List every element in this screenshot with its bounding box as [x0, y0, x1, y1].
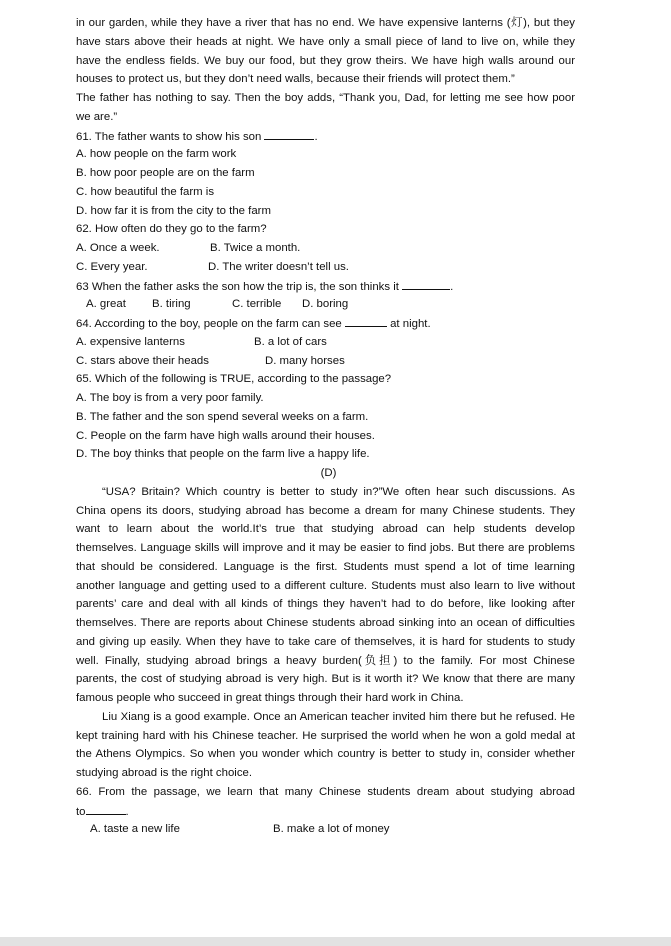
option-c: C. stars above their heads	[76, 354, 209, 367]
question-63	[76, 277, 575, 296]
option-a: A. taste a new life	[90, 823, 180, 836]
option-b: B. how poor people are on the farm	[76, 167, 255, 179]
answer-blank	[264, 127, 314, 140]
question-65: 65. Which of the following is TRUE, according to the passage?	[76, 373, 392, 386]
answer-blank	[86, 802, 126, 815]
option-a: A. The boy is from a very poor family.	[76, 392, 264, 404]
passage-line: another language and getting used to a different culture. Students must also learn to live without	[76, 579, 575, 592]
answer-blank	[345, 314, 387, 327]
passage-line: in our garden, while they have a river that has no end. We have expensive lanterns (灯), but they	[76, 17, 575, 29]
option-d: D. The boy thinks that people on the farm live a happy life.	[76, 448, 370, 461]
passage-line: China opens its doors, studying abroad has become a dream for many Chinese students. They	[76, 504, 575, 517]
passage-line: we are.”	[76, 110, 118, 123]
question-stem: 61. The father wants to show his son	[76, 130, 262, 143]
section-heading: (D)	[320, 467, 337, 479]
option-c: C. how beautiful the farm is	[76, 185, 215, 198]
option-b: B. The father and the son spend several weeks on a farm.	[76, 410, 369, 423]
passage-line: themselves. There are reports about Chinese students abroad sinking into an ocean of difficulties	[76, 617, 575, 629]
option-d: D. many horses	[265, 354, 345, 367]
question-end: at night.	[390, 318, 431, 330]
passage-line: and giving up easily. When they have to take care of themselves, it is hard for students to study	[76, 635, 575, 648]
passage-line: themselves. Language skills will improve and it may be easier to find jobs. But there are problems	[76, 542, 575, 554]
passage-line: have the endless fields. We buy our food, but they grow theirs. We have high walls around our	[76, 54, 575, 67]
page-text	[76, 14, 575, 839]
passage-line: well. Finally, studying abroad brings a heavy burden(负担) to the family. For most Chinese	[76, 654, 575, 667]
passage-line: studying abroad is the right choice.	[76, 767, 253, 779]
passage-line: famous people who succeed in great things through their hard work in China.	[76, 692, 464, 704]
option-d: D. how far it is from the city to the farm	[76, 204, 271, 217]
passage-line: The father has nothing to say. Then the boy adds, “Thank you, Dad, for letting me see how poor	[76, 92, 575, 104]
option-c: C. terrible	[232, 298, 282, 311]
question-66: 66. From the passage, we learn that many Chinese students dream about studying abroad	[76, 785, 575, 798]
passage-line: want to learn about the world.It’s true that studying abroad can help students develop	[76, 523, 575, 536]
passage-line: parents’ care and deal with all kinds of things they haven’t had to do before, like looking after	[76, 598, 575, 611]
options-row	[76, 239, 575, 258]
option-a: A. how people on the farm work	[76, 148, 237, 161]
question-end: .	[314, 130, 318, 143]
question-end: .	[125, 805, 129, 818]
option-b: B. a lot of cars	[254, 335, 327, 348]
question-stem: 63 When the father asks the son how the trip is, the son thinks it	[76, 280, 399, 293]
passage-line: “USA? Britain? Which country is better to study in?”We often hear such discussions. As	[102, 485, 575, 498]
question-64	[76, 314, 575, 333]
passage-line: that should be considered. Language is the first. Students must spend a lot of time learning	[76, 560, 575, 573]
question-stem: 64. According to the boy, people on the farm can see	[76, 318, 342, 330]
options-row	[76, 820, 575, 839]
option-b: B. Twice a month.	[210, 242, 301, 254]
passage-line: kept training hard with his Chinese teacher. He surprised the world when he won a gold medal at	[76, 729, 575, 742]
passage-line: Liu Xiang is a good example. Once an American teacher invited him there but he refused. He	[102, 710, 575, 723]
option-a: A. expensive lanterns	[76, 335, 185, 348]
option-a: A. great	[86, 298, 126, 311]
option-a: A. Once a week.	[76, 242, 160, 254]
question-61	[76, 127, 575, 146]
page-footer-bar	[0, 937, 671, 946]
passage-line: the Athens Olympics. So when you wonder which country is better to study in, consider whether	[76, 748, 575, 761]
options-row	[76, 258, 575, 277]
options-row	[76, 352, 575, 371]
option-c: C. People on the farm have high walls around their houses.	[76, 429, 375, 442]
passage-line: houses to protect us, but they don’t need walls, because their friends will protect them.”	[76, 73, 515, 86]
option-d: D. The writer doesn’t tell us.	[208, 260, 349, 273]
question-66-continued	[76, 802, 575, 821]
passage-line: parents, the cost of studying abroad is very high. But is it worth it? We know that there are many	[76, 673, 575, 686]
question-text: to	[76, 805, 86, 818]
passage-line: have stars above their heads at night. We have only a small piece of land to live on, while they	[76, 35, 575, 48]
option-c: C. Every year.	[76, 260, 148, 273]
option-b: B. make a lot of money	[273, 823, 390, 836]
question-62: 62. How often do they go to the farm?	[76, 223, 267, 236]
answer-blank	[402, 277, 450, 290]
question-end: .	[450, 280, 454, 293]
option-d: D. boring	[302, 298, 349, 311]
options-row	[76, 295, 575, 314]
options-row	[76, 333, 575, 352]
option-b: B. tiring	[152, 298, 191, 311]
